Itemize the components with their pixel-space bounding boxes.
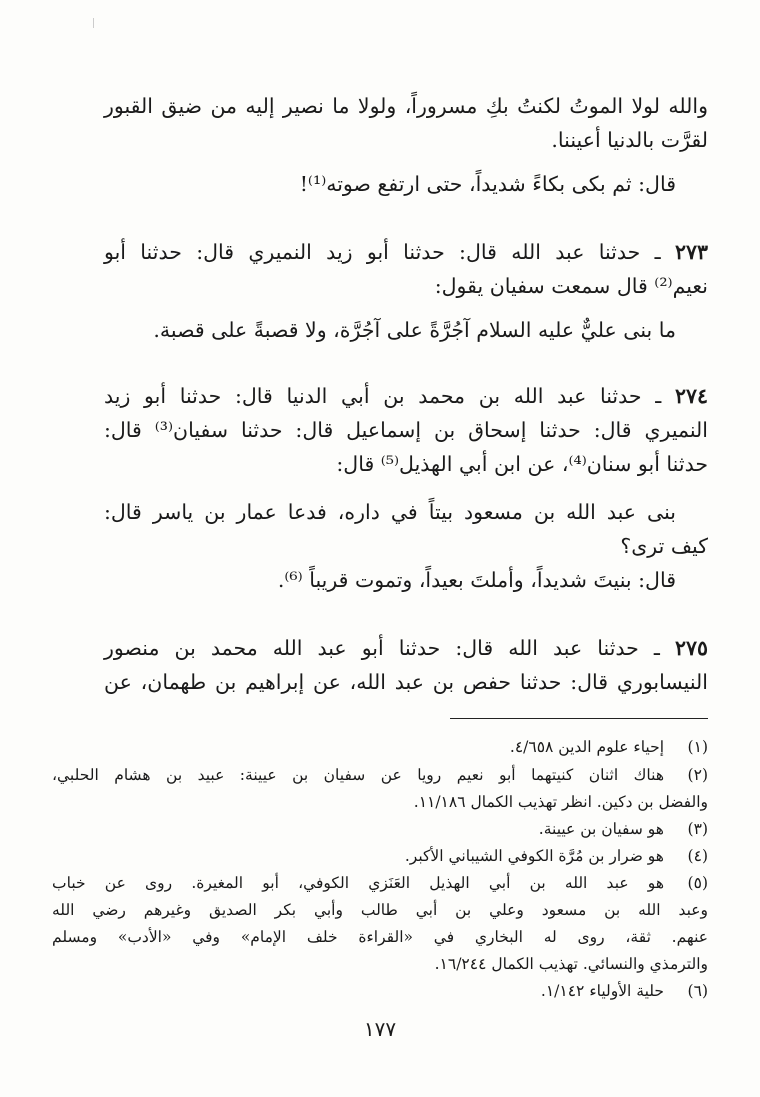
entry-separator: ـ (641, 384, 675, 408)
body-line: قال: ثم بكى بكاءً شديداً، حتى ارتفع صوته⁽¹⁾! (299, 172, 676, 196)
body-line: نعيم⁽²⁾ قال سمعت سفيان يقول: (434, 274, 708, 298)
body-line: النيسابوري قال: حدثنا حفص بن عبد الله، عن إبراهيم بن طهمان، عن (104, 670, 708, 694)
body-line: والله لولا الموتُ لكنتُ بكِ مسروراً، ولولا ما نصير إليه من ضيق القبور (104, 94, 708, 118)
footnote-number: (٣) (687, 820, 708, 838)
footnote-text: هو ضرار بن مُرَّة الكوفي الشيباني الأكبر. (404, 847, 664, 865)
quote-line: قال: بنيتَ شديداً، وأملتَ بعيداً، وتموت قريباً ⁽⁶⁾. (277, 568, 676, 592)
quote-line: ما بنى عليٌّ عليه السلام آجُرَّةً على آجُرَّة، ولا قصبةً على قصبة. (153, 318, 676, 342)
entry-line (104, 240, 708, 264)
page-number: ١٧٧ (363, 1017, 397, 1041)
body-line: حدثنا أبو سنان⁽⁴⁾، عن ابن أبي الهذيل⁽⁵⁾ قال: (336, 452, 708, 476)
footnote-number: (٥) (687, 874, 708, 892)
entry-number: ٢٧٥ (674, 636, 708, 660)
entry-text: حدثنا عبد الله قال: حدثنا أبو عبد الله محمد بن منصور (104, 636, 639, 660)
page-edge-mark (93, 18, 94, 28)
footnote-number: (٤) (687, 847, 708, 865)
body-line: كيف ترى؟ (620, 534, 708, 558)
footnote-text: والفضل بن دكين. انظر تهذيب الكمال ١١/١٨٦. (413, 793, 708, 811)
entry-text: حدثنا عبد الله قال: حدثنا أبو زيد النميري قال: حدثنا أبو (104, 240, 641, 264)
footnote-text: إحياء علوم الدين ٤/٦٥٨. (509, 738, 664, 756)
footnote-number: (٢) (687, 766, 708, 784)
entry-number: ٢٧٣ (674, 240, 708, 264)
footnote-number: (٦) (687, 982, 708, 1000)
entry-line (104, 636, 708, 660)
footnote-text: هناك اثنان كنيتهما أبو نعيم رويا عن سفيان بن عيينة: عبيد بن هشام الحلبي، (52, 766, 664, 784)
footnote-number: (١) (687, 738, 708, 756)
footnote-text: هو عبد الله بن أبي الهذيل العَنَزي الكوفي، أبو المغيرة. روى عن خباب (52, 874, 664, 892)
body-line: النميري قال: حدثنا إسحاق بن إسماعيل قال: حدثنا سفيان⁽³⁾ قال: (104, 418, 708, 442)
quote-line: بنى عبد الله بن مسعود بيتاً في داره، فدعا عمار بن ياسر قال: (104, 500, 676, 524)
entry-number: ٢٧٤ (674, 384, 708, 408)
entry-line (104, 384, 708, 408)
footnote-text: والترمذي والنسائي. تهذيب الكمال ١٦/٢٤٤. (434, 955, 708, 973)
entry-separator: ـ (640, 240, 675, 264)
footnote-text: عنهم. ثقة، روى له البخاري في «القراءة خلف الإمام» وفي «الأدب» ومسلم (52, 928, 708, 946)
entry-text: حدثنا عبد الله بن محمد بن أبي الدنيا قال: حدثنا أبو زيد (104, 384, 642, 408)
footnote-text: هو سفيان بن عيينة. (538, 820, 664, 838)
footnote-text: حلية الأولياء ١/١٤٢. (540, 982, 664, 1000)
body-line: لقرَّت بالدنيا أعيننا. (551, 128, 708, 152)
entry-separator: ـ (638, 636, 675, 660)
footnote-separator (450, 718, 708, 719)
footnote-text: وعبد الله بن مسعود وعلي بن أبي طالب وأبي بكر الصديق وغيرهم رضي الله (52, 901, 708, 919)
